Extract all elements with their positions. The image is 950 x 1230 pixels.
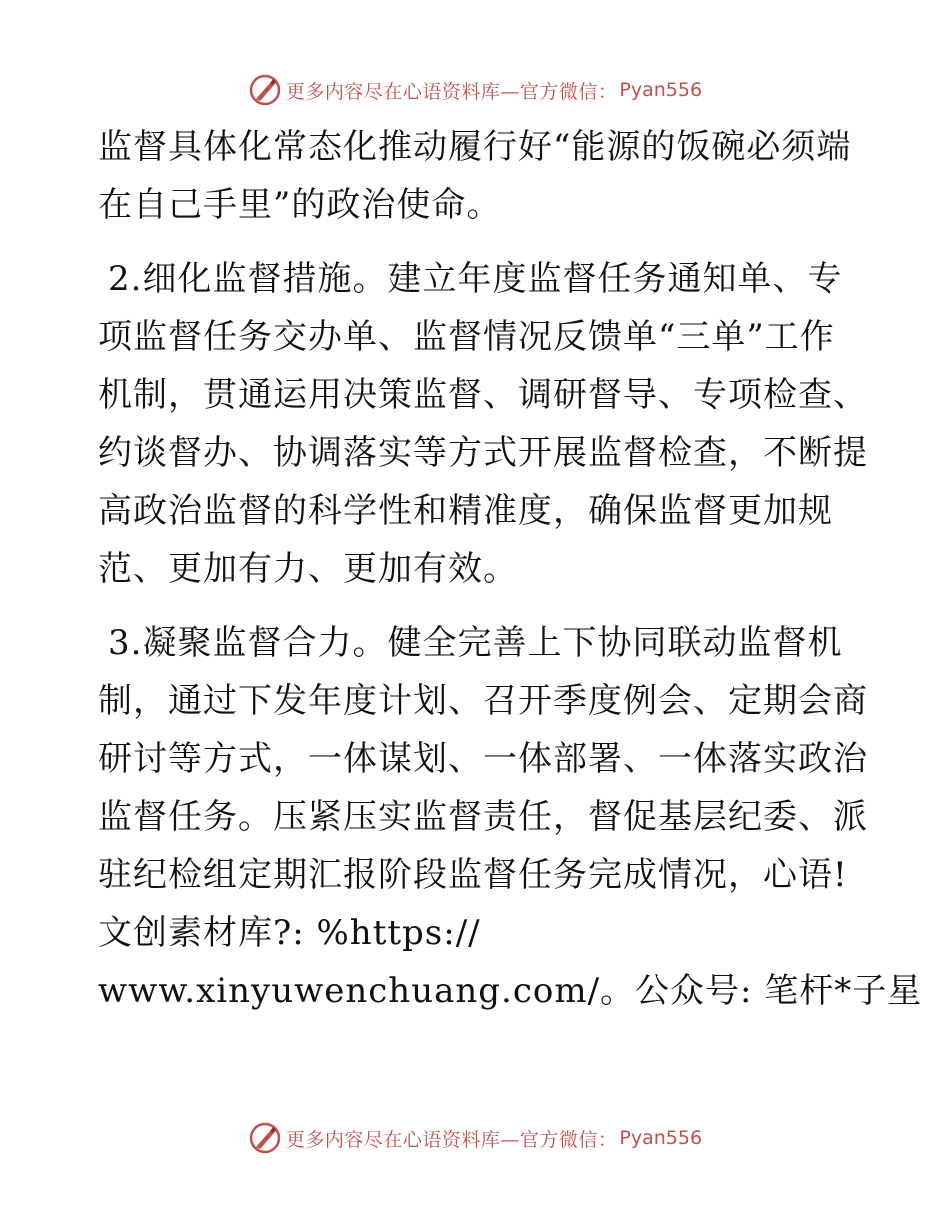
pen-logo-icon — [248, 73, 282, 107]
text-line: 研讨等方式，一体谋划、一体部署、一体落实政治 — [98, 739, 868, 779]
text-line: 机制，贯通运用决策监督、调研督导、专项检查、 — [98, 375, 868, 415]
text-line: 制，通过下发年度计划、召开季度例会、定期会商 — [98, 681, 868, 721]
text-line: 文创素材库?: %https:// — [98, 913, 481, 953]
text-line: 监督具体化常态化推动履行好“能源的饭碗必须端 — [98, 127, 852, 167]
text-line: 监督任务。压紧压实监督责任，督促基层纪委、派 — [98, 797, 868, 837]
text-line: 高政治监督的科学性和精准度，确保监督更加规 — [98, 491, 833, 531]
header-banner — [0, 70, 950, 110]
text-line: 驻纪检组定期汇报阶段监督任务完成情况，心语! — [98, 855, 848, 895]
text-line: www.xinyuwenchuang.com/。公众号: 笔杆*子星 — [98, 971, 923, 1011]
footer-banner-text: 更多内容尽在心语资料库—官方微信： — [285, 1128, 618, 1151]
header-banner-text: 更多内容尽在心语资料库—官方微信： — [285, 80, 618, 103]
text-line: 2.细化监督措施。建立年度监督任务通知单、专 — [108, 259, 843, 299]
text-line: 3.凝聚监督合力。健全完善上下协同联动监督机 — [108, 623, 843, 663]
text-line: 在自己手里”的政治使命。 — [98, 185, 502, 225]
text-line: 约谈督办、协调落实等方式开展监督检查，不断提 — [98, 433, 868, 473]
document-body — [98, 118, 923, 1020]
footer-banner — [0, 1118, 950, 1158]
text-line: 范、更加有力、更加有效。 — [98, 549, 518, 589]
header-wechat-id: Pyan556 — [619, 79, 703, 101]
text-line: 项监督任务交办单、监督情况反馈单“三单”工作 — [98, 317, 835, 357]
pen-logo-icon — [248, 1121, 282, 1155]
footer-wechat-id: Pyan556 — [619, 1127, 703, 1149]
